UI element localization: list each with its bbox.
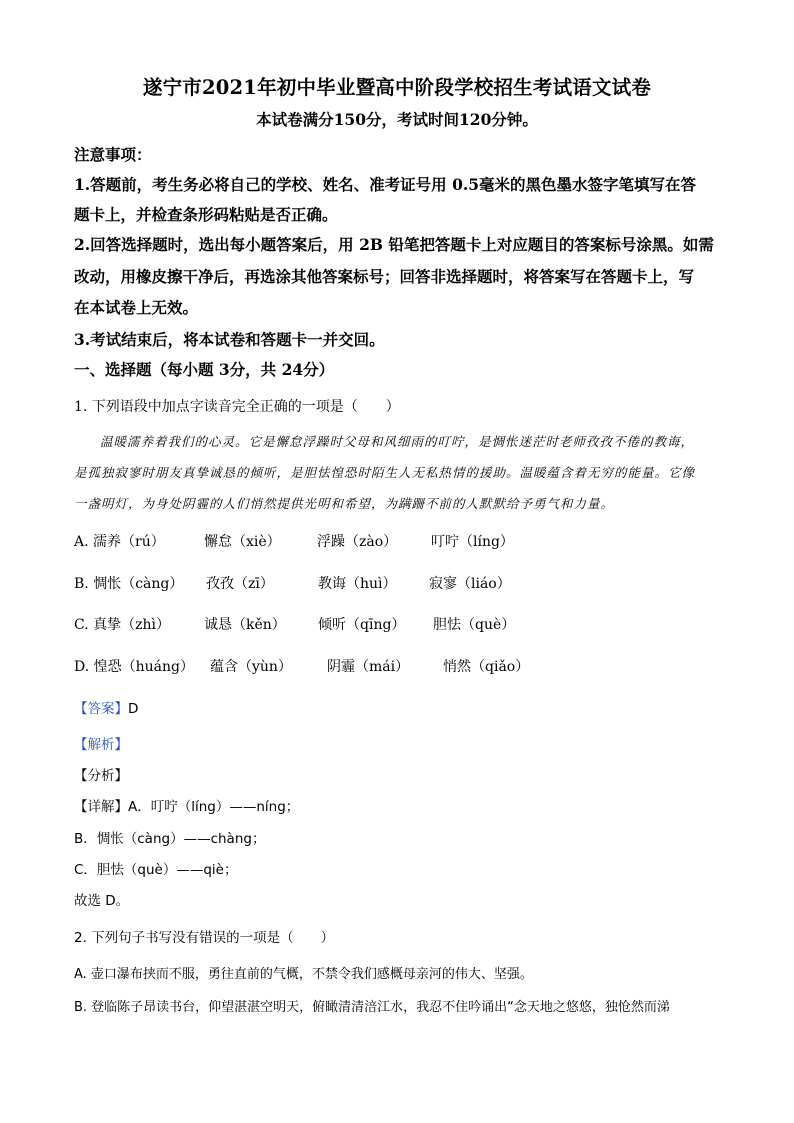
answer-line	[74, 697, 138, 717]
option-a-3: 浮躁（zào）	[317, 534, 398, 550]
option-a-1: A. 濡养（rú）	[74, 534, 165, 550]
option-a-2: 懈怠（xiè）	[204, 534, 281, 550]
option-d-2: 蕴含（yùn）	[210, 659, 292, 675]
analysis-tag: 【解析】	[74, 737, 128, 753]
option-c-4: 胆怯（què）	[433, 617, 516, 633]
page-title: 遂宁市2021年初中毕业暨高中阶段学校招生考试语文试卷	[142, 76, 652, 99]
detail-line-1: 【详解】A．叮咛（líng）——níng；	[74, 799, 300, 815]
section-heading: 一、选择题（每小题 3分，共 24分）	[74, 360, 335, 379]
answer-value: D	[128, 701, 139, 717]
option-d-3: 阴霾（mái）	[327, 659, 410, 675]
option-c-1: C. 真挚（zhì）	[74, 617, 170, 633]
fenxi-tag: 【分析】	[74, 768, 128, 784]
note-item-1-line-2: 题卡上，并检查条形码粘贴是否正确。	[74, 205, 338, 224]
question-2-stem: 2. 下列句子书写没有错误的一项是（ ）	[74, 930, 335, 946]
note-item-1-line-1: 1.答题前，考生务必将自己的学校、姓名、准考证号用 0.5毫米的黑色墨水签字笔填写在答	[74, 175, 697, 194]
passage-line-2: 是孤独寂寥时朋友真挚诚恳的倾听，是胆怯惶恐时陌生人无私热情的援助。温暖蕴含着无穷的能量。它像	[74, 465, 696, 480]
passage-line-1: 温暖濡养着我们的心灵。它是懈怠浮躁时父母和风细雨的叮咛，是惆怅迷茫时老师孜孜不倦的教诲，	[100, 434, 695, 449]
question-2-option-a: A. 壶口瀑布挟而不服，勇往直前的气概，不禁令我们感概母亲河的伟大、坚强。	[74, 967, 533, 982]
answer-tag: 【答案】	[74, 701, 128, 717]
page-subtitle: 本试卷满分150分，考试时间120分钟。	[256, 110, 538, 129]
note-item-2-line-2: 改动，用橡皮擦干净后，再选涂其他答案标号；回答非选择题时，将答案写在答题卡上，写	[74, 267, 695, 286]
option-b-3: 教诲（huì）	[318, 576, 397, 592]
notes-heading: 注意事项：	[74, 145, 152, 164]
question-1-stem: 1. 下列语段中加点字读音完全正确的一项是（ ）	[74, 399, 400, 415]
option-b-1: B. 惆怅（càng）	[74, 576, 184, 592]
option-c-2: 诚恳（kěn）	[204, 617, 286, 633]
conclusion-line: 故选 D。	[74, 893, 130, 909]
detail-line-2: B．惆怅（càng）——chàng；	[74, 831, 266, 847]
question-2-option-b: B. 登临陈子昂读书台，仰望湛湛空明天，俯瞰清清涪江水，我忍不住吟诵出“念天地之悠悠，独怆然而涕	[74, 1000, 670, 1015]
note-item-2-line-3: 在本试卷上无效。	[74, 298, 199, 317]
detail-line-3: C．胆怯（què）——qiè；	[74, 862, 238, 878]
passage-line-3: 一盏明灯，为身处阴霾的人们悄然提供光明和希望，为蹒跚不前的人默默给予勇气和力量。	[74, 496, 615, 511]
option-d-4: 悄然（qiǎo）	[443, 659, 530, 675]
option-b-2: 孜孜（zī）	[206, 576, 274, 592]
option-b-4: 寂寥（liáo）	[429, 576, 511, 592]
option-a-4: 叮咛（líng）	[431, 534, 514, 550]
option-c-3: 倾听（qīng）	[318, 617, 406, 633]
option-d-1: D. 惶恐（huáng）	[74, 659, 194, 675]
note-item-2-line-1: 2.回答选择题时，选出每小题答案后，用 2B 铅笔把答题卡上对应题目的答案标号涂黑。如需	[74, 235, 714, 254]
note-item-3: 3.考试结束后，将本试卷和答题卡一并交回。	[74, 330, 385, 349]
